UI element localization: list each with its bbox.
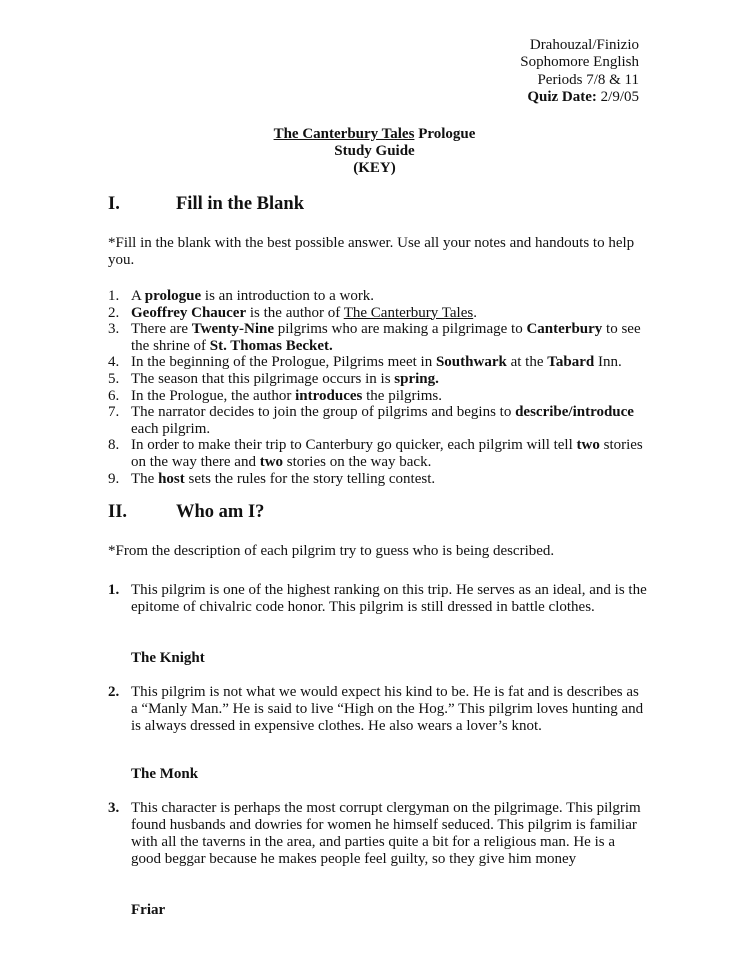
item-number: 2. [108, 304, 120, 321]
item-number: 3. [108, 321, 120, 338]
answer-text: Twenty-Nine [191, 321, 275, 338]
answer-text: Southwark [435, 354, 507, 371]
section-2-instructions: *From the description of each pilgrim try to guess who is being described. [108, 543, 555, 559]
list-item [108, 354, 648, 371]
item-text: at the [506, 354, 548, 371]
answer-text: describe/introduce [515, 404, 634, 421]
item-text: stories on the way back. [283, 453, 432, 470]
item-number: 5. [108, 370, 120, 387]
header-block [520, 37, 639, 106]
answer-text: Canterbury [526, 321, 603, 338]
item-text: Inn. [594, 354, 622, 371]
item-text: The season that this pilgrimage occurs in is [131, 370, 395, 387]
list-item [108, 321, 648, 354]
item-number: 4. [108, 354, 120, 371]
question-3: 3. This character is perhaps the most corrupt clergyman on the pilgrimage. This pilgrim found husbands and dowries for women he himself seduced. This pilgrim is familiar with all the taverns in the area, and parties quite a bit for a religious man. He is a good beggar because he makes people feel guilty, so they give him money [108, 800, 641, 867]
answer-1: The Knight [131, 650, 205, 666]
list-item [108, 305, 648, 322]
list-item [108, 437, 648, 470]
item-text: is the author of [246, 304, 344, 321]
item-text: In order to make their trip to Canterbury go quicker, each pilgrim will tell [131, 437, 577, 454]
list-item [108, 404, 648, 437]
question-1: 1. This pilgrim is one of the highest ranking on this trip. He serves as an ideal, and is the epitome of chivalric code honor. This pilgrim is still dressed in battle clothes. [108, 582, 647, 615]
item-text: is an introduction to a work. [201, 288, 375, 304]
section-1-heading: I. Fill in the Blank [108, 194, 304, 214]
item-text: the pilgrims. [362, 387, 442, 404]
section-2-heading: II. Who am I? [108, 502, 265, 522]
answer-text: two [259, 453, 284, 470]
answer-text: Tabard [547, 354, 595, 371]
item-text: each pilgrim. [131, 420, 211, 437]
book-title: The Canterbury Tales [273, 126, 415, 142]
item-text: The narrator decides to join the group of pilgrims and begins to [131, 404, 516, 421]
answer-text: host [158, 470, 185, 487]
answer-text: prologue [144, 288, 202, 304]
item-number: 1. [108, 288, 120, 304]
teacher-names: Drahouzal/Finizio [529, 37, 639, 53]
answer-text: introduces [295, 387, 363, 404]
document-title: The Canterbury Tales Prologue Study Guide (KEY) [0, 126, 749, 177]
item-text: sets the rules for the story telling contest. [184, 470, 436, 487]
section-1-instructions: *Fill in the blank with the best possible answer. Use all your notes and handouts to help you. [108, 235, 635, 268]
answer-text: two [576, 437, 600, 454]
item-text: . [473, 304, 477, 321]
item-text: In the beginning of the Prologue, Pilgrims meet in [131, 354, 436, 371]
item-text: A [131, 288, 145, 304]
periods: Periods 7/8 & 11 [537, 71, 639, 88]
item-text: pilgrims who are making a pilgrimage to [274, 321, 527, 338]
item-text: The Canterbury Tales [343, 304, 474, 321]
answer-text: Geoffrey Chaucer [131, 304, 247, 321]
item-number: 9. [108, 470, 120, 487]
item-number: 8. [108, 437, 120, 454]
subtitle: Study Guide [334, 143, 415, 159]
list-item [108, 371, 648, 388]
list-item [108, 388, 648, 405]
item-text: In the Prologue, the author [131, 387, 296, 404]
item-number: 6. [108, 387, 120, 404]
item-text: There are [131, 321, 192, 338]
item-text: stories on the way there and [131, 437, 643, 470]
item-text: The [131, 470, 159, 487]
key-label: (KEY) [353, 160, 396, 176]
answer-3: Friar [131, 902, 166, 918]
answer-text: St. Thomas Becket. [209, 337, 333, 354]
list-item [108, 288, 648, 305]
fill-in-list [108, 288, 648, 487]
list-item [108, 471, 648, 488]
answer-text: spring. [394, 370, 439, 387]
answer-2: The Monk [131, 766, 199, 782]
course-name: Sophomore English [520, 54, 639, 71]
quiz-date: Quiz Date: 2/9/05 [527, 88, 639, 105]
question-2: 2. This pilgrim is not what we would expect his kind to be. He is fat and is describes as a “Manly Man.” He is said to live “High on the Hog.” This pilgrim loves hunting and is always dressed in expensive clothes. He also wears a lover’s knot. [108, 684, 644, 734]
item-number: 7. [108, 404, 120, 421]
item-text: to see the shrine of [131, 321, 641, 354]
